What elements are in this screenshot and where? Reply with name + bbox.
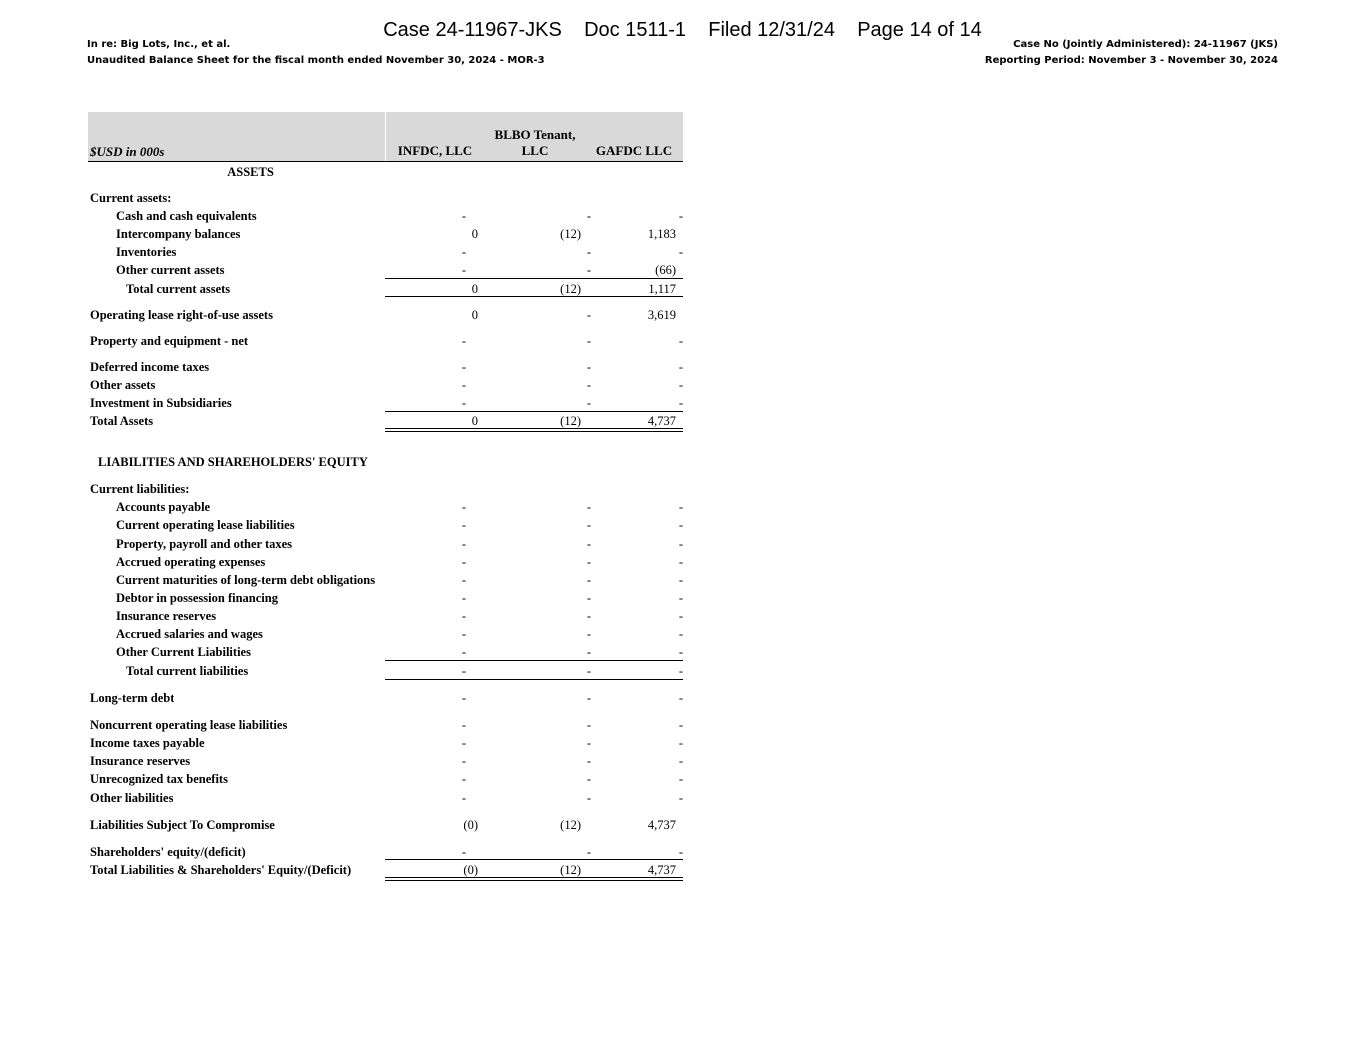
cell-value: -: [678, 334, 683, 348]
current-liabilities-heading: [88, 480, 683, 498]
cell-value: -: [678, 645, 683, 659]
row-label: Insurance reserves: [90, 754, 191, 768]
column-header-blbo-tenant: BLBO Tenant, LLC: [494, 127, 576, 158]
cell-value: -: [461, 396, 466, 410]
cell-value: -: [461, 334, 466, 348]
row-other-current-assets: [88, 261, 683, 279]
section-heading: LIABILITIES AND SHAREHOLDERS' EQUITY: [98, 455, 368, 469]
cell-value: -: [586, 500, 591, 514]
row-insurance-reserves: [88, 752, 683, 770]
case-caption: In re: Big Lots, Inc., et al.: [87, 39, 231, 50]
cell-value: -: [586, 263, 591, 277]
cell-value: -: [586, 772, 591, 786]
cell-value: -: [461, 627, 466, 641]
row-property-equipment: [88, 332, 683, 350]
row-label: Other assets: [90, 378, 156, 392]
current-assets-heading: [88, 189, 683, 207]
underline-rule: [385, 411, 683, 412]
cell-value: (12): [560, 414, 581, 428]
cell-value: -: [461, 845, 466, 859]
row-label: Current maturities of long-term debt obligations: [116, 573, 376, 587]
cell-value: -: [586, 537, 591, 551]
column-header-infdc: INFDC, LLC: [397, 143, 473, 158]
column-header-band: [88, 112, 683, 162]
row-label: Other liabilities: [90, 791, 174, 805]
cell-value: -: [678, 845, 683, 859]
row-current-maturities: [88, 571, 683, 589]
underline-rule: [385, 660, 683, 661]
row-label: Shareholders' equity/(deficit): [90, 845, 246, 859]
unit-label: $USD in 000s: [90, 144, 165, 159]
cell-value: -: [586, 609, 591, 623]
cell-value: (12): [560, 282, 581, 296]
cell-value: -: [678, 791, 683, 805]
row-accounts-payable: [88, 498, 683, 516]
row-operating-lease-rou: [88, 306, 683, 324]
cell-value: 0: [471, 227, 478, 241]
cell-value: -: [678, 591, 683, 605]
cell-value: -: [678, 378, 683, 392]
cell-value: -: [461, 500, 466, 514]
case-number: Case No (Jointly Administered): 24-11967 (JKS): [1013, 39, 1278, 50]
cell-value: -: [461, 645, 466, 659]
cell-value: 0: [471, 414, 478, 428]
cell-value: 4,737: [647, 863, 676, 877]
cell-value: -: [586, 245, 591, 259]
cell-value: -: [586, 518, 591, 532]
cell-value: (12): [560, 863, 581, 877]
cell-value: -: [586, 645, 591, 659]
cell-value: -: [461, 378, 466, 392]
cell-value: 1,183: [647, 227, 676, 241]
row-label: Operating lease right-of-use assets: [90, 308, 273, 322]
underline-rule: [385, 431, 683, 432]
cell-value: -: [678, 500, 683, 514]
cell-value: (0): [463, 818, 478, 832]
row-label: Accounts payable: [116, 500, 211, 514]
row-accrued-salaries: [88, 625, 683, 643]
cell-value: -: [586, 664, 591, 678]
cell-value: -: [461, 573, 466, 587]
cell-value: 0: [471, 282, 478, 296]
cell-value: -: [586, 334, 591, 348]
row-label: Property and equipment - net: [90, 334, 249, 348]
cell-value: -: [586, 308, 591, 322]
report-title: Unaudited Balance Sheet for the fiscal month ended November 30, 2024 - MOR-3: [87, 55, 545, 66]
row-total-current-liabilities: [88, 662, 683, 680]
cell-value: -: [461, 609, 466, 623]
cell-value: -: [678, 573, 683, 587]
cell-value: -: [461, 245, 466, 259]
row-other-current-liabilities: [88, 643, 683, 661]
row-label: Total Liabilities & Shareholders' Equity/(Deficit): [90, 863, 352, 877]
row-label: Current operating lease liabilities: [116, 518, 295, 532]
row-label: Noncurrent operating lease liabilities: [90, 718, 288, 732]
cell-value: -: [678, 691, 683, 705]
cell-value: -: [461, 772, 466, 786]
cell-value: -: [586, 591, 591, 605]
assets-heading: [88, 163, 683, 181]
liabilities-heading: [88, 453, 683, 471]
row-label: Deferred income taxes: [90, 360, 210, 374]
cell-value: -: [586, 791, 591, 805]
cell-value: -: [678, 360, 683, 374]
cell-value: -: [586, 573, 591, 587]
cell-value: -: [461, 360, 466, 374]
underline-rule: [385, 428, 683, 429]
cell-value: -: [678, 518, 683, 532]
row-label: Investment in Subsidiaries: [90, 396, 232, 410]
court-filing-stamp: Case 24-11967-JKS Doc 1511-1 Filed 12/31/24 Page 14 of 14: [383, 19, 982, 41]
row-current-op-lease: [88, 516, 683, 534]
row-cash: [88, 207, 683, 225]
cell-value: -: [678, 396, 683, 410]
cell-value: (12): [560, 227, 581, 241]
cell-value: -: [461, 718, 466, 732]
cell-value: -: [461, 736, 466, 750]
row-label: Intercompany balances: [116, 227, 241, 241]
cell-value: 4,737: [647, 818, 676, 832]
row-label: Property, payroll and other taxes: [116, 537, 293, 551]
cell-value: -: [678, 664, 683, 678]
cell-value: -: [678, 736, 683, 750]
row-other-assets: [88, 376, 683, 394]
cell-value: -: [678, 718, 683, 732]
cell-value: -: [586, 209, 591, 223]
row-label: Other current assets: [116, 263, 225, 277]
row-label: Debtor in possession financing: [116, 591, 278, 605]
row-property-payroll-taxes: [88, 535, 683, 553]
row-label: Insurance reserves: [116, 609, 217, 623]
row-long-term-debt: [88, 689, 683, 707]
row-label: Total current liabilities: [126, 664, 249, 678]
underline-rule: [385, 278, 683, 279]
row-label: Inventories: [116, 245, 177, 259]
cell-value: -: [678, 609, 683, 623]
row-dip-financing: [88, 589, 683, 607]
balance-sheet-table: [88, 112, 683, 162]
cell-value: -: [461, 754, 466, 768]
cell-value: 1,117: [648, 282, 676, 296]
row-deferred-income-taxes: [88, 358, 683, 376]
cell-value: -: [461, 591, 466, 605]
row-label: Accrued salaries and wages: [116, 627, 263, 641]
section-heading: ASSETS: [227, 165, 274, 179]
row-label: Cash and cash equivalents: [116, 209, 257, 223]
row-label: Other Current Liabilities: [116, 645, 251, 659]
cell-value: -: [586, 396, 591, 410]
row-inventories: [88, 243, 683, 261]
row-label: Long-term debt: [90, 691, 175, 705]
row-noncurrent-op-lease: [88, 716, 683, 734]
cell-value: -: [461, 209, 466, 223]
cell-value: -: [461, 555, 466, 569]
row-label: Total Assets: [90, 414, 154, 428]
row-other-liabilities: [88, 789, 683, 807]
cell-value: 3,619: [647, 308, 676, 322]
cell-value: (66): [655, 263, 676, 277]
cell-value: 4,737: [647, 414, 676, 428]
cell-value: -: [586, 845, 591, 859]
row-label: Unrecognized tax benefits: [90, 772, 228, 786]
cell-value: -: [586, 555, 591, 569]
row-lstc: [88, 816, 683, 834]
row-intercompany: [88, 225, 683, 243]
cell-value: -: [678, 772, 683, 786]
row-insurance-reserves-cur: [88, 607, 683, 625]
cell-value: (0): [463, 863, 478, 877]
row-investment-subsidiaries: [88, 394, 683, 412]
cell-value: -: [678, 555, 683, 569]
underline-rule: [385, 679, 683, 680]
row-label: Total current assets: [126, 282, 231, 296]
row-unrecognized-tax: [88, 770, 683, 788]
cell-value: -: [678, 209, 683, 223]
underline-rule: [385, 877, 683, 878]
cell-value: -: [461, 263, 466, 277]
cell-value: -: [678, 537, 683, 551]
cell-value: -: [461, 518, 466, 532]
cell-value: -: [586, 691, 591, 705]
row-label: Income taxes payable: [90, 736, 205, 750]
cell-value: -: [586, 627, 591, 641]
row-label: Accrued operating expenses: [116, 555, 266, 569]
section-heading: Current assets:: [90, 191, 172, 205]
cell-value: -: [461, 791, 466, 805]
cell-value: -: [586, 718, 591, 732]
cell-value: -: [678, 754, 683, 768]
cell-value: (12): [560, 818, 581, 832]
row-label: Liabilities Subject To Compromise: [90, 818, 275, 832]
row-income-taxes-payable: [88, 734, 683, 752]
cell-value: -: [678, 627, 683, 641]
cell-value: -: [586, 736, 591, 750]
column-header-gafdc: GAFDC LLC: [595, 143, 673, 158]
cell-value: -: [461, 664, 466, 678]
underline-rule: [385, 880, 683, 881]
cell-value: -: [461, 691, 466, 705]
underline-rule: [385, 296, 683, 297]
cell-value: -: [586, 754, 591, 768]
section-heading: Current liabilities:: [90, 482, 190, 496]
reporting-period: Reporting Period: November 3 - November 30, 2024: [984, 55, 1278, 66]
cell-value: 0: [471, 308, 478, 322]
underline-rule: [385, 859, 683, 860]
cell-value: -: [461, 537, 466, 551]
cell-value: -: [586, 360, 591, 374]
cell-value: -: [586, 378, 591, 392]
row-accrued-op-expenses: [88, 553, 683, 571]
cell-value: -: [678, 245, 683, 259]
